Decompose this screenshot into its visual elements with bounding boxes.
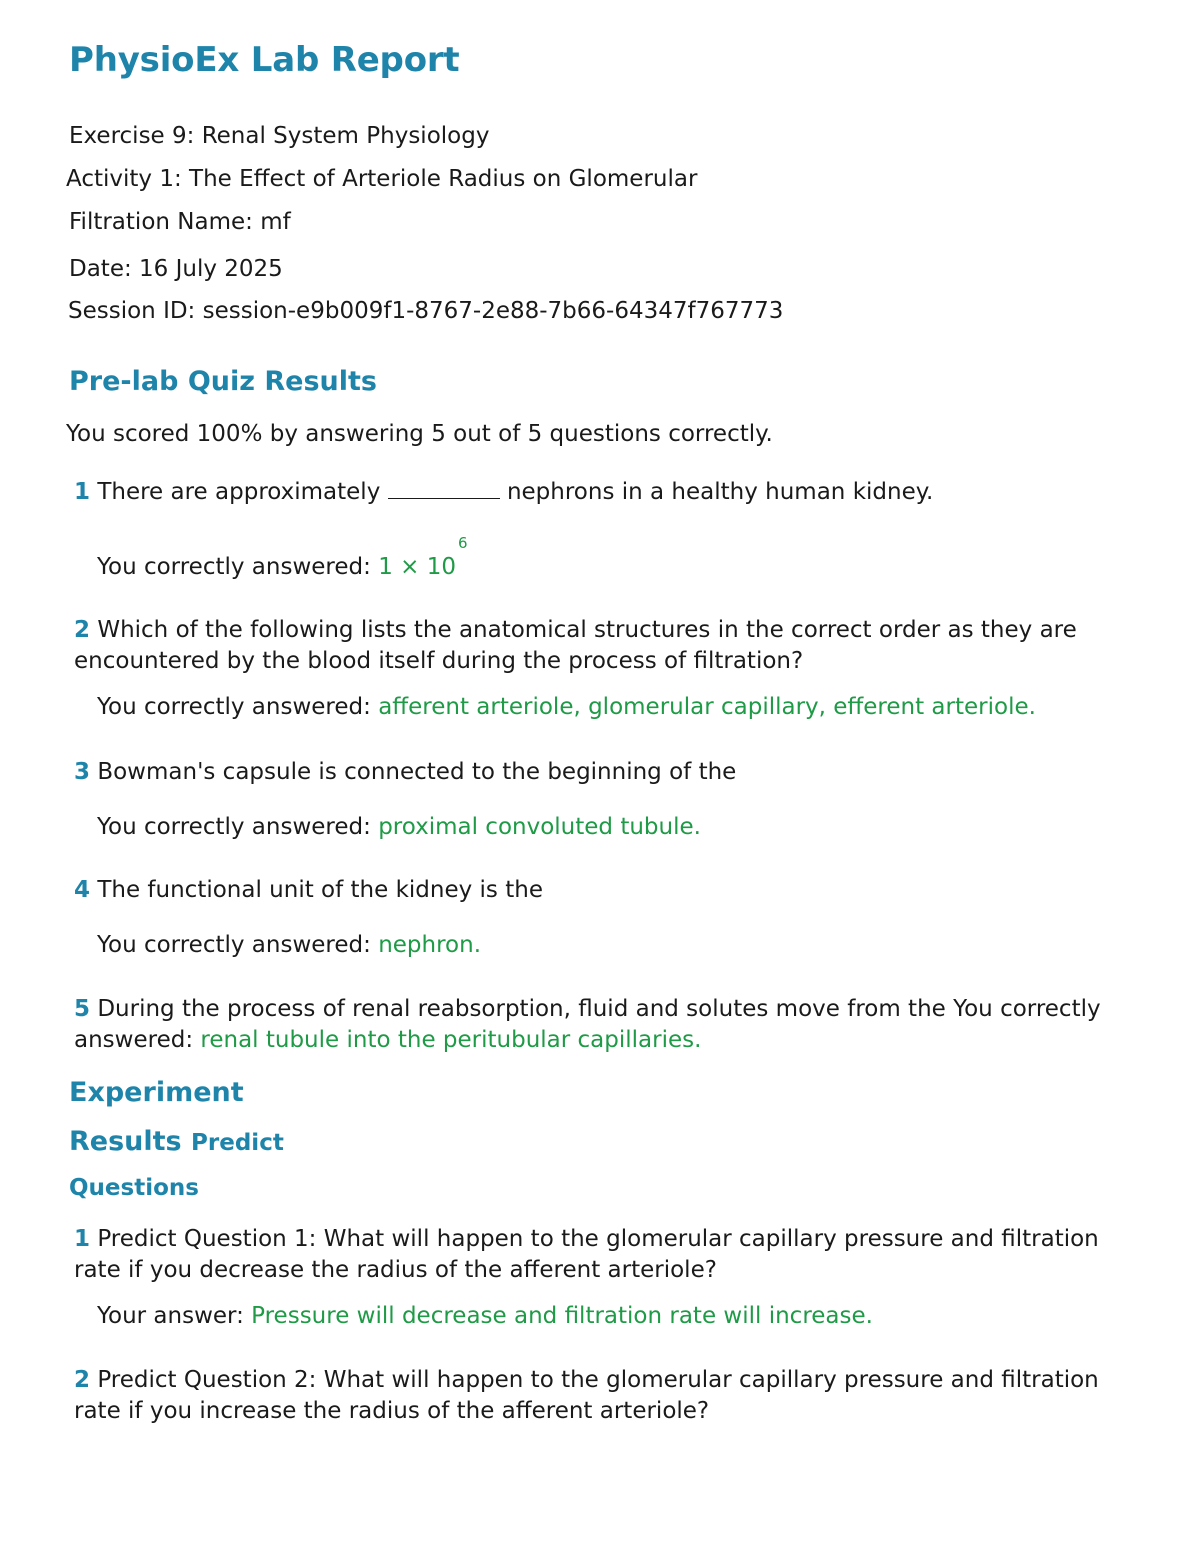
correct-answer: renal tubule into the peritubular capillaries.: [200, 1027, 702, 1053]
question-number: 4: [74, 877, 91, 903]
question-number: 2: [74, 617, 91, 643]
prelab-question-1: [74, 477, 1134, 508]
predict-question-2: [74, 1365, 1134, 1427]
answer-prefix: Your answer:: [97, 1303, 252, 1329]
question-number: 3: [74, 759, 91, 785]
activity-line: Activity 1: The Effect of Arteriole Radius on Glomerular: [66, 166, 698, 192]
question-text: The functional unit of the kidney is the: [97, 877, 543, 903]
prelab-answer-1: [97, 534, 1097, 585]
exercise-line: Exercise 9: Renal System Physiology: [69, 123, 490, 149]
date-line: Date: 16 July 2025: [69, 256, 283, 282]
question-number: 1: [74, 479, 91, 505]
question-number: 1: [74, 1226, 91, 1252]
prelab-question-2: [74, 615, 1114, 677]
question-text: Predict Question 2: What will happen to the glomerular capillary pressure and filtration rate if you increase the radius of the afferent arteriole?: [74, 1367, 1099, 1424]
results-heading: [69, 1126, 284, 1157]
question-number: 5: [74, 996, 91, 1022]
prelab-answer-2: [97, 692, 1157, 723]
predict-answer-1: [97, 1301, 1157, 1332]
prelab-score: You scored 100% by answering 5 out of 5 questions correctly.: [66, 421, 773, 447]
filtration-name-line: Filtration Name: mf: [69, 209, 291, 235]
answer-prefix: You correctly answered:: [97, 694, 379, 720]
correct-answer: afferent arteriole, glomerular capillary, efferent arteriole.: [378, 694, 1036, 720]
question-text: Predict Question 1: What will happen to the glomerular capillary pressure and filtration rate if you decrease the radius of the afferent arteriole?: [74, 1226, 1099, 1283]
answer-exponent: 6: [457, 534, 468, 552]
prelab-answer-4: [97, 930, 1157, 961]
question-text: During the process of renal reabsorption, fluid and solutes move from the You correctly answered:: [74, 996, 1101, 1053]
session-id-line: Session ID: session-e9b009f1-8767-2e88-7b66-64347f767773: [68, 298, 784, 324]
correct-answer: proximal convoluted tubule.: [378, 814, 701, 840]
predict-label: Predict: [191, 1130, 284, 1156]
answer-prefix: You correctly answered:: [97, 932, 379, 958]
question-text: Which of the following lists the anatomical structures in the correct order as they are encountered by the blood itself during the process of filtration?: [74, 617, 1077, 674]
question-text: Bowman's capsule is connected to the beginning of the: [97, 759, 737, 785]
answer-prefix: You correctly answered:: [97, 814, 379, 840]
prelab-question-3: [74, 757, 1134, 788]
fill-in-blank: [388, 480, 500, 499]
results-label: Results: [69, 1126, 182, 1157]
question-number: 2: [74, 1367, 91, 1393]
your-answer: Pressure will decrease and filtration rate will increase.: [251, 1303, 873, 1329]
prelab-question-5: [74, 994, 1134, 1056]
predict-question-1: [74, 1224, 1134, 1286]
correct-answer: nephron.: [378, 932, 482, 958]
correct-answer: 1 × 10: [378, 554, 456, 580]
prelab-heading: Pre-lab Quiz Results: [69, 366, 377, 397]
questions-heading: Questions: [69, 1175, 199, 1201]
prelab-question-4: [74, 875, 1134, 906]
prelab-answer-3: [97, 812, 1157, 843]
report-title: PhysioEx Lab Report: [69, 40, 460, 80]
answer-prefix: You correctly answered:: [97, 554, 379, 580]
experiment-heading: Experiment: [69, 1077, 244, 1108]
question-text: There are approximately: [97, 479, 381, 505]
question-text: nephrons in a healthy human kidney.: [506, 479, 934, 505]
